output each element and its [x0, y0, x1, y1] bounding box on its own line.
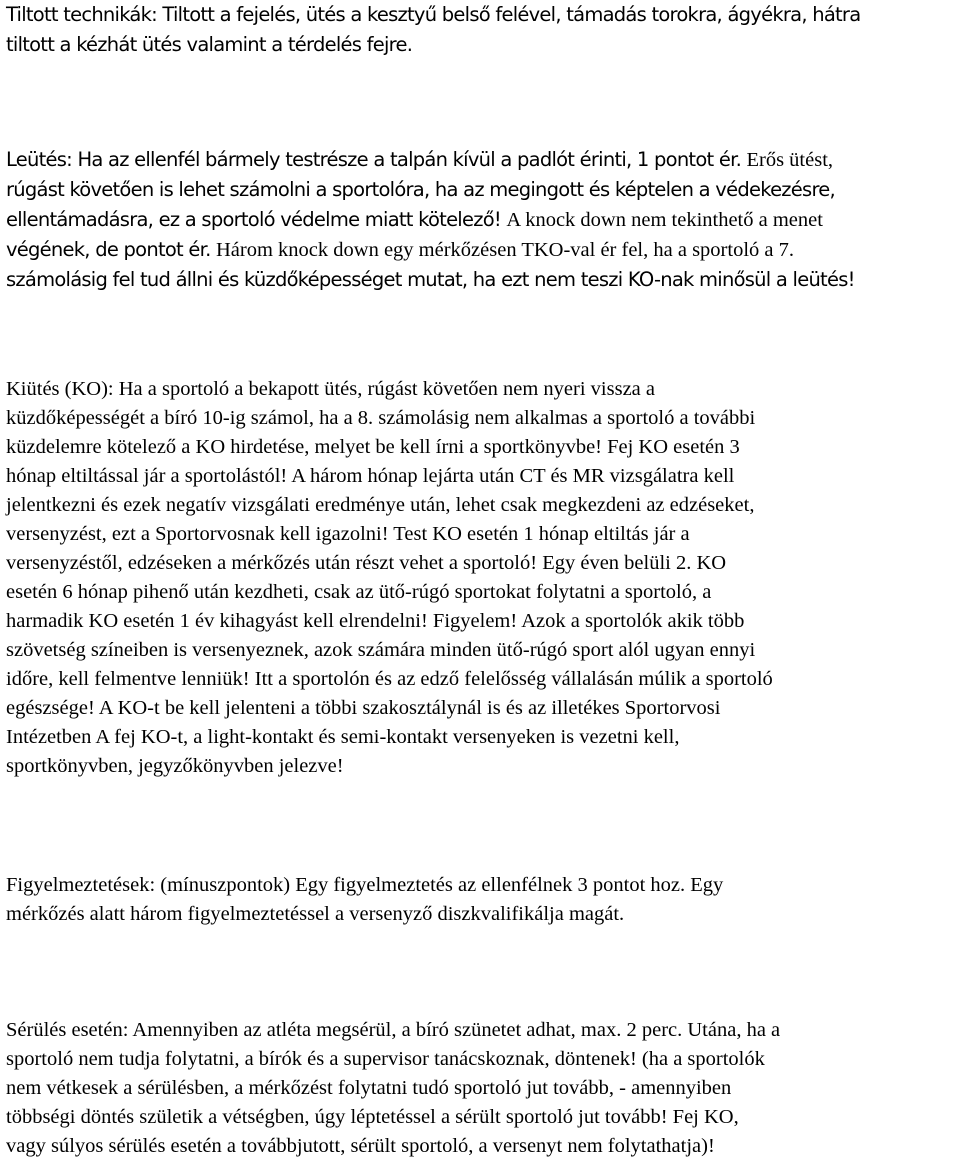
text-line [6, 1103, 960, 1132]
text-run: hónap eltiltással jár a sportolástól! A három hónap lejárta után CT és MR vizsgálatra kell [6, 465, 735, 487]
text-run: egészsége! A KO-t be kell jelenteni a többi szakosztálynál is és az illetékes Sportorvosi [6, 697, 721, 719]
text-run: számolásig fel tud állni és küzdőképességet mutat, ha ezt nem teszi KO-nak minősül a leütés! [6, 268, 855, 291]
text-run: küzdőképességét a bíró 10-ig számol, ha a 8. számolásig nem alkalmas a sportoló a további [6, 407, 756, 429]
text-line [6, 1045, 960, 1074]
text-line [6, 752, 960, 781]
text-run: rúgást követően is lehet számolni a sportolóra, ha az megingott és képtelen a védekezésre, [6, 178, 835, 201]
text-run: végének, de pontot ér. [6, 238, 216, 261]
text-run: Három knock down egy mérkőzésen TKO-val ér fel, ha a sportoló a 7. [216, 239, 794, 261]
text-line [6, 1016, 960, 1045]
paragraph-serules-eseten [6, 1016, 960, 1161]
text-run: Kiütés (KO): Ha a sportoló a bekapott ütés, rúgást követően nem nyeri vissza a [6, 378, 655, 400]
text-line [6, 145, 960, 175]
text-line [6, 491, 960, 520]
text-run: mérkőzés alatt három figyelmeztetéssel a versenyző diszkvalifikálja magát. [6, 903, 625, 925]
text-run: jelentkezni és ezek negatív vizsgálati eredménye után, lehet csak megkezdeni az edzéseket, [6, 494, 755, 516]
text-line [6, 607, 960, 636]
text-line [6, 694, 960, 723]
text-run: Intézetben A fej KO-t, a light-kontakt és semi-kontakt versenyeken is vezetni kell, [6, 726, 680, 748]
text-run: Tiltott technikák: Tiltott a fejelés, ütés a kesztyű belső felével, támadás torokra, ágyékra, hátra [6, 3, 861, 26]
paragraph-kiutes [6, 375, 960, 781]
text-line [6, 1074, 960, 1103]
text-line [6, 549, 960, 578]
text-run: sportkönyvben, jegyzőkönyvben jelezve! [6, 755, 344, 777]
text-line [6, 175, 960, 205]
text-run: sportoló nem tudja folytatni, a bírók és a supervisor tanácskoznak, döntenek! (ha a sportolók [6, 1048, 765, 1070]
paragraph-leutes [6, 145, 960, 295]
text-run: tiltott a kézhát ütés valamint a térdelés fejre. [6, 33, 413, 56]
text-run: többségi döntés születik a vétségben, úgy léptetéssel a sérült sportoló jut tovább! Fej KO, [6, 1106, 739, 1128]
text-line [6, 235, 960, 265]
text-line [6, 665, 960, 694]
text-run: Leütés: Ha az ellenfél bármely testrésze a talpán kívül a padlót érinti, 1 pontot ér. [6, 148, 747, 171]
text-line [6, 1132, 960, 1161]
text-run: vagy súlyos sérülés esetén a továbbjutott, sérült sportoló, a versenyt nem folytathatja)! [6, 1135, 715, 1157]
text-line [6, 205, 960, 235]
text-run: versenyzéstől, edzéseken a mérkőzés után részt vehet a sportoló! Egy éven belüli 2. KO [6, 552, 727, 574]
text-run: Sérülés esetén: Amennyiben az atléta megsérül, a bíró szünetet adhat, max. 2 perc. Utána, ha a [6, 1019, 781, 1041]
text-line [6, 636, 960, 665]
text-run: harmadik KO esetén 1 év kihagyást kell elrendelni! Figyelem! Azok a sportolók akik több [6, 610, 745, 632]
text-line [6, 265, 960, 295]
text-line [6, 404, 960, 433]
text-line [6, 462, 960, 491]
text-line [6, 900, 960, 929]
text-line [6, 433, 960, 462]
text-run: A knock down nem tekinthető a menet [506, 209, 823, 231]
text-run: Erős ütést, [746, 149, 834, 171]
paragraph-figyelmeztetesek [6, 871, 960, 929]
text-run: nem vétkesek a sérülésben, a mérkőzést folytatni tudó sportoló jut tovább, - amennyiben [6, 1077, 732, 1099]
text-run: esetén 6 hónap pihenő után kezdheti, csak az ütő-rúgó sportokat folytatni a sportoló, a [6, 581, 712, 603]
paragraph-tiltott-technikak [6, 0, 960, 60]
text-run: versenyzést, ezt a Sportorvosnak kell igazolni! Test KO esetén 1 hónap eltiltás jár a [6, 523, 690, 545]
text-run: szövetség színeiben is versenyeznek, azok számára minden ütő-rúgó sport alól ugyan ennyi [6, 639, 756, 661]
text-run: Figyelmeztetések: (mínuszpontok) Egy figyelmeztetés az ellenfélnek 3 pontot hoz. Egy [6, 874, 724, 896]
text-run: ellentámadásra, ez a sportoló védelme miatt kötelező! [6, 208, 507, 231]
text-line [6, 871, 960, 900]
text-line [6, 30, 960, 60]
text-line [6, 723, 960, 752]
text-line [6, 520, 960, 549]
text-line [6, 578, 960, 607]
text-line [6, 0, 960, 30]
text-run: küzdelemre kötelező a KO hirdetése, melyet be kell írni a sportkönyvbe! Fej KO esetén 3 [6, 436, 740, 458]
text-run: időre, kell felmentve lenniük! Itt a sportolón és az edző felelősség vállalásán múlik a sportoló [6, 668, 773, 690]
text-line [6, 375, 960, 404]
